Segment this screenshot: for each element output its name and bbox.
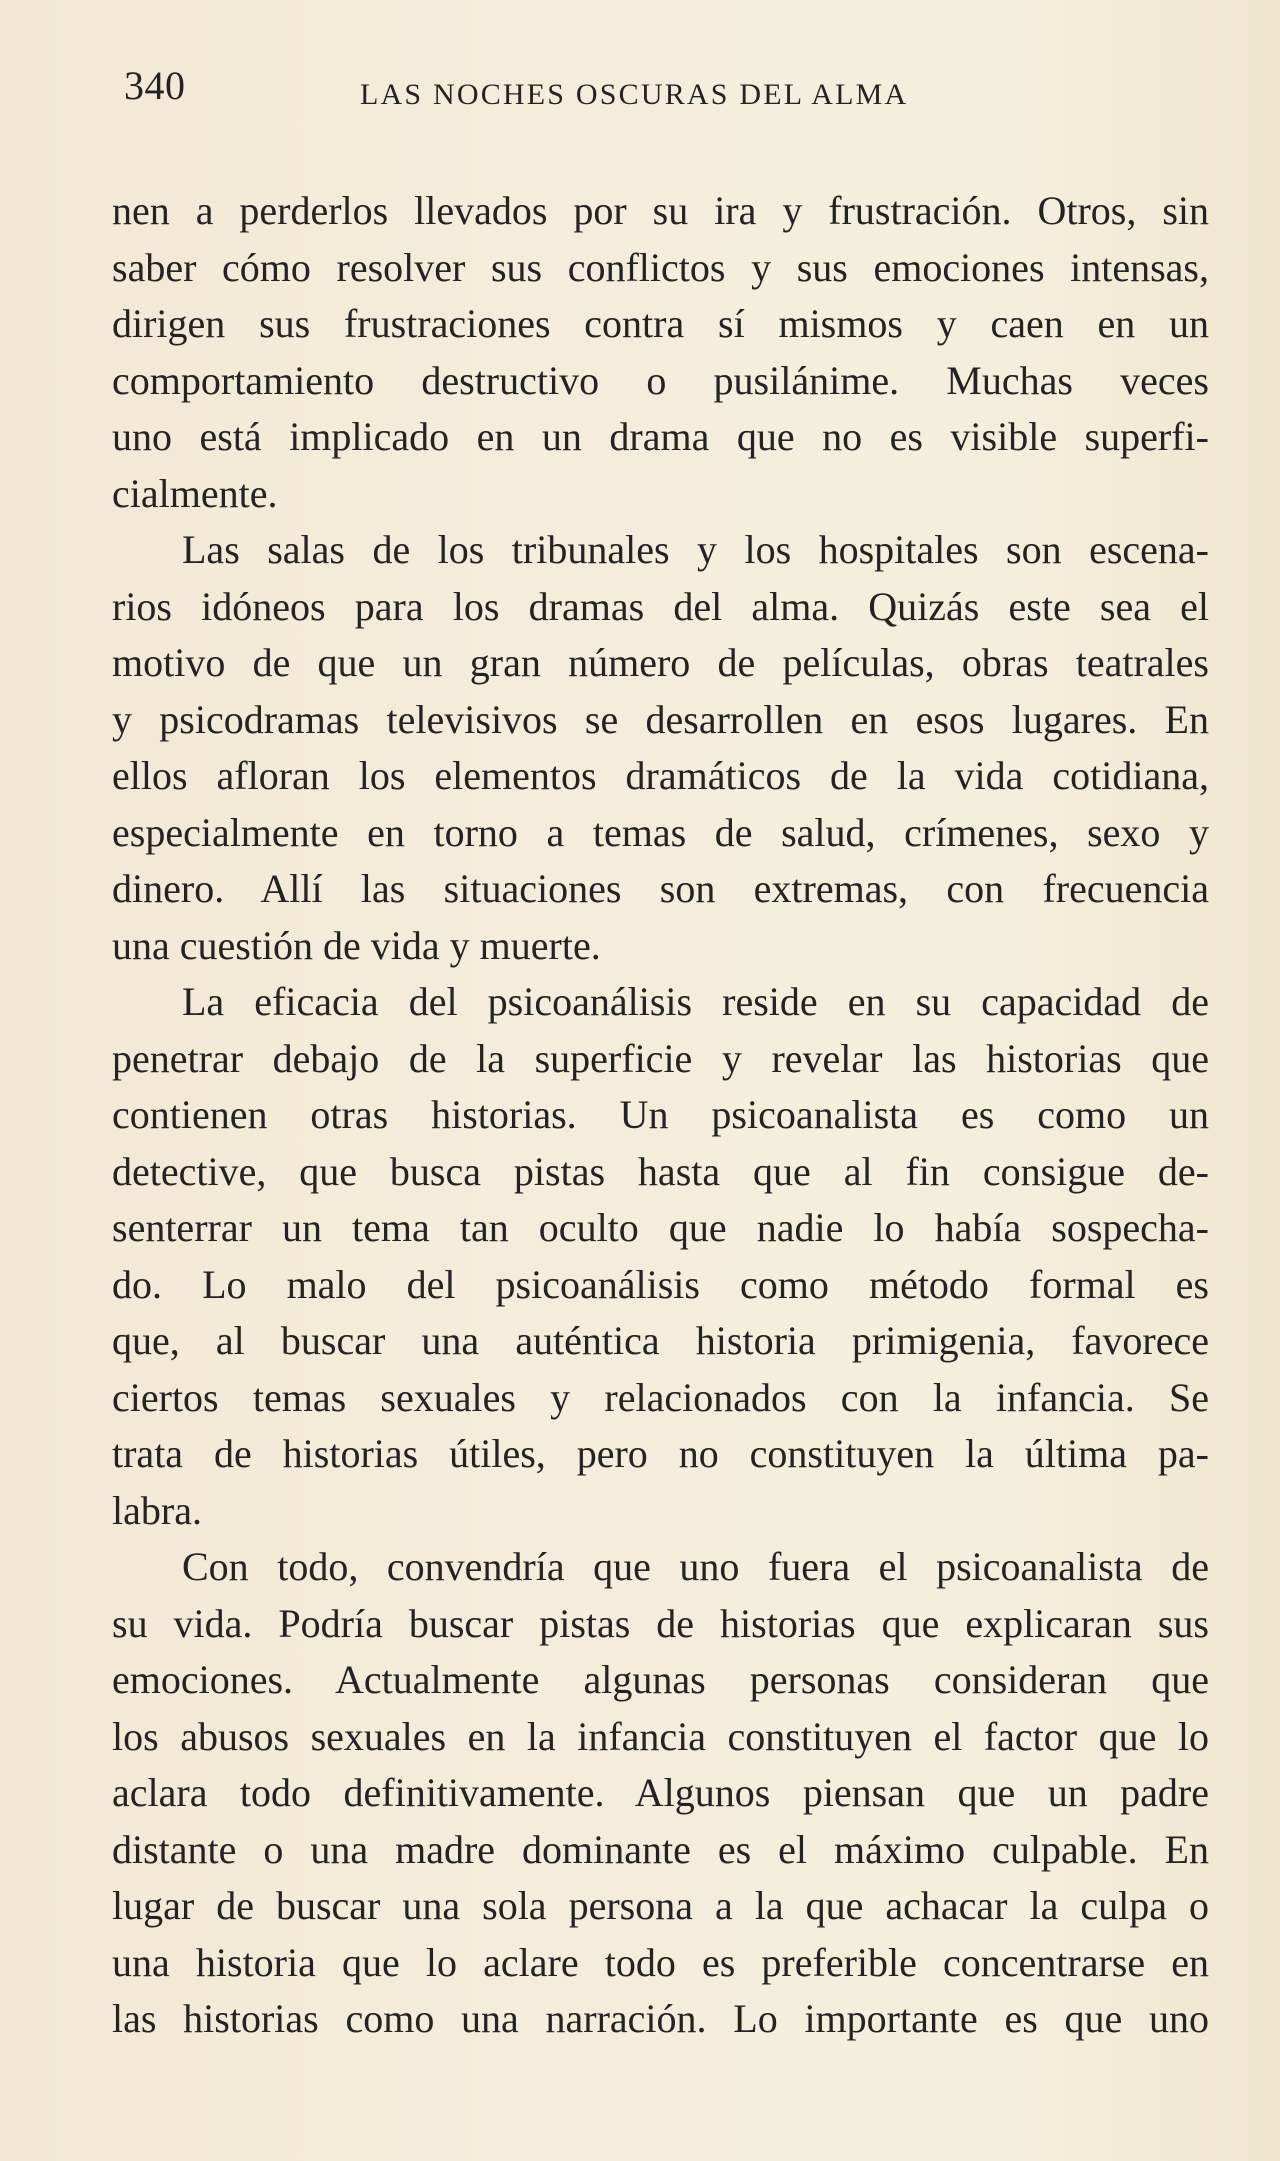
text-line: senterrar un tema tan oculto que nadie lo había sospecha- bbox=[112, 1205, 1209, 1250]
text-line: las historias como una narración. Lo importante es que uno bbox=[112, 1996, 1209, 2041]
text-line: distante o una madre dominante es el máximo culpable. En bbox=[112, 1826, 1209, 1872]
text-line: Con todo, convendría que uno fuera el psicoanalista de bbox=[182, 1544, 1209, 1589]
text-line: nen a perderlos llevados por su ira y frustración. Otros, sin bbox=[112, 188, 1209, 233]
text-line: rios idóneos para los dramas del alma. Quizás este sea el bbox=[112, 583, 1209, 629]
text-line: ellos afloran los elementos dramáticos de la vida cotidiana, bbox=[112, 753, 1209, 798]
page-number: 340 bbox=[124, 63, 186, 108]
text-line: comportamiento destructivo o pusilánime. Muchas veces bbox=[112, 357, 1209, 403]
text-line: aclara todo definitivamente. Algunos piensan que un padre bbox=[112, 1770, 1209, 1815]
text-line: detective, que busca pistas hasta que al fin consigue de- bbox=[112, 1148, 1209, 1194]
text-line: que, al buscar una auténtica historia primigenia, favorece bbox=[112, 1318, 1209, 1363]
text-line: emociones. Actualmente algunas personas consideran que bbox=[112, 1657, 1209, 1702]
text-line: saber cómo resolver sus conflictos y sus emociones intensas, bbox=[112, 244, 1209, 290]
text-line: uno está implicado en un drama que no es visible superfi- bbox=[112, 414, 1209, 459]
text-line: trata de historias útiles, pero no constituyen la última pa- bbox=[112, 1431, 1209, 1476]
text-line: especialmente en torno a temas de salud, crímenes, sexo y bbox=[112, 809, 1209, 855]
text-line: los abusos sexuales en la infancia constituyen el factor que lo bbox=[112, 1713, 1209, 1759]
text-line: penetrar debajo de la superficie y revelar las historias que bbox=[112, 1035, 1209, 1081]
text-line: labra. bbox=[112, 1487, 202, 1533]
text-line: cialmente. bbox=[112, 470, 278, 516]
text-line: contienen otras historias. Un psicoanalista es como un bbox=[112, 1092, 1209, 1137]
body-text bbox=[112, 183, 1209, 2048]
text-line: y psicodramas televisivos se desarrollen en esos lugares. En bbox=[112, 696, 1209, 742]
text-line: su vida. Podría buscar pistas de historias que explicaran sus bbox=[112, 1600, 1209, 1646]
text-line: do. Lo malo del psicoanálisis como método formal es bbox=[112, 1261, 1209, 1307]
text-line: una cuestión de vida y muerte. bbox=[112, 922, 601, 968]
text-line: Las salas de los tribunales y los hospitales son escena- bbox=[182, 527, 1209, 572]
text-line: motivo de que un gran número de películas, obras teatrales bbox=[112, 640, 1209, 685]
text-line: ciertos temas sexuales y relacionados con la infancia. Se bbox=[112, 1374, 1209, 1420]
text-line: una historia que lo aclare todo es preferible concentrarse en bbox=[112, 1939, 1209, 1985]
running-head: LAS NOCHES OSCURAS DEL ALMA bbox=[360, 78, 909, 111]
text-line: La eficacia del psicoanálisis reside en su capacidad de bbox=[182, 979, 1209, 1024]
text-line: dirigen sus frustraciones contra sí mismos y caen en un bbox=[112, 301, 1209, 346]
text-line: lugar de buscar una sola persona a la que achacar la culpa o bbox=[112, 1883, 1209, 1928]
text-line: dinero. Allí las situaciones son extremas, con frecuencia bbox=[112, 866, 1209, 911]
